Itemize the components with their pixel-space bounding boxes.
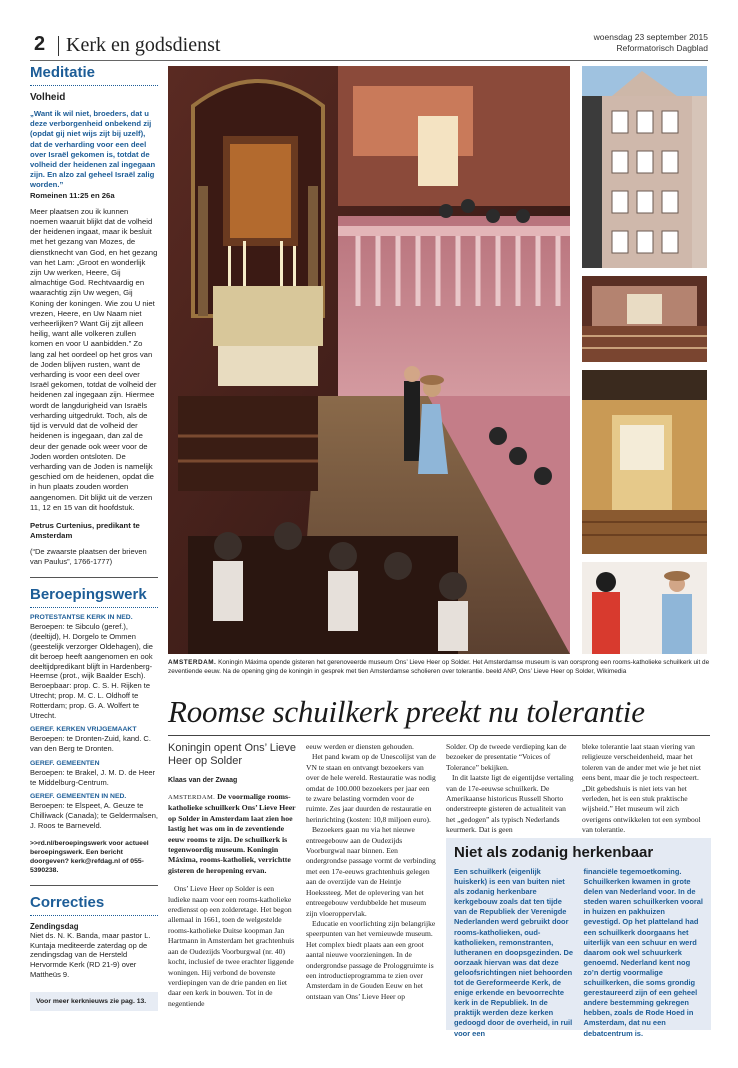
meditatie-author: Petrus Curtenius, predikant te Amsterdam bbox=[30, 520, 140, 541]
beroep-text: Beroepen: te Dronten-Zuid, kand. C. van den Berg te Dronten. bbox=[30, 734, 151, 754]
main-photo-church-interior bbox=[168, 66, 570, 654]
header-rule bbox=[30, 60, 708, 61]
rubric-divider bbox=[30, 85, 158, 86]
photo-church-overview bbox=[582, 276, 707, 362]
photo-queen-with-student bbox=[582, 562, 707, 654]
article-headline: Roomse schuilkerk preekt nu tolerantie bbox=[168, 694, 645, 729]
beroepingswerk-link[interactable]: >>rd.nl/beroepingswerk voor actueel beroepingswerk. Een bericht doorgeven? kerk@refdag.nl of 055-5390238. bbox=[30, 839, 149, 874]
photo-caption bbox=[168, 659, 710, 676]
beroep-group bbox=[30, 760, 158, 788]
meditatie-rubric: Meditatie bbox=[30, 64, 96, 81]
publication-date: woensdag 23 september 2015 bbox=[593, 32, 708, 42]
beroep-text: Beroepen: te Elspeet, A. Geuze te Chilliwack (Canada); te Geldermalsen, J. Roos te Barneveld. bbox=[30, 801, 158, 831]
correctie-heading: Zendingsdag bbox=[30, 921, 79, 931]
meditatie-source: (“De zwaarste plaatsen der brieven van Paulus”, 1766-1777) bbox=[30, 547, 147, 567]
article-paragraph: Solder. Op de tweede verdieping kan de bezoeker de presentatie “Voices of Tolerance” bekijken. bbox=[446, 742, 567, 772]
meditatie-text: Meer plaatsen zou ik kunnen noemen waaruit blijkt dat de volheid der heidenen ingaat, maar ik besluit met het gezang van Mozes, de dienstknecht van God, en het gezang van het Lam: „Groot en wonderlijk zijn Uw werken, Heere, Gij almachtige God. Rechtvaardig en waarachtig zijn Uw wegen, Gij Koning der koningen. Wie zou U niet vrezen, Heere, en Uw Naam niet verheerlijken? Want Gij zijt alleen heilig, want alle volkeren zullen komen en voor U aanbidden.” Zo lang zal het oordeel op het gros van de Joden blijven rusten, want de verharding is voor een deel over Israël gekomen, totdat de volheid der heidenen zal ingegaan zijn. Hiermee wordt de langdurigheid van Israëls verharding uitgedrukt. Toch, als de tijd is vervuld dat de volheid der heidenen is ingegaan, dan zal de deur der genade ook weer voor de Joden worden ontsloten. De verharding van de Joden is namelijk geschied om de heidenen, opdat die in hun plaats zouden worden aangenomen. Dit blijkt uit de verzen 11, 12 en 15 van dit hoofdstuk. bbox=[30, 206, 158, 512]
more-news-note: Voor meer kerknieuws zie pag. 13. bbox=[30, 992, 158, 1011]
beroep-heading: GEREF. GEMEENTEN bbox=[30, 759, 100, 767]
correctie-text: Niet ds. N. K. Banda, maar pastor L. Kuntaja mediteerde zaterdag op de zendingsdag van de Hersteld Hervormde Kerk (RD 21-9) over Mattheüs 9. bbox=[30, 930, 151, 980]
article-paragraph: In dit laatste ligt de eigentijdse vertaling van de 17e-eeuwse schuilkerk. De Amerikaanse historicus Russell Shorto onderstreepte gisteren de actualiteit van het „gedogen” als typisch Nederlands keurmerk. Dat is geen bbox=[446, 773, 574, 835]
photo-credit: beeld ANP, Ons’ Lieve Heer op Solder, Wikimedia bbox=[485, 667, 627, 675]
beroep-text: Beroepen: te Brakel, J. M. D. de Heer te Middelburg-Centrum. bbox=[30, 767, 156, 787]
page-number: 2 bbox=[34, 33, 46, 55]
article-paragraph: Educatie en voorlichting zijn belangrijke speerpunten van het vernieuwde museum. Het complex biedt plaats aan een groot aantal nieuwe voorzieningen. In de ondergrondse passage de Prologgruimte is een introductieprogramma te zien over Amsterdam in de Gouden Eeuw en het ontstaan van Ons’ Lieve Heer op bbox=[306, 918, 436, 1001]
caption-place: AMSTERDAM. bbox=[168, 659, 217, 666]
article-paragraph: bleke tolerantie laat staan viering van religieuze verscheidenheid, maar het toleren van de ander met wie je het niet eens bent, maar die je toch respecteert. „Dit gebedshuis is niet iets van het verleden, het is een stuk praktische wijsheid.” Het museum wil zich overigens ontwikkelen tot een symbool van tolerantie. bbox=[582, 742, 702, 835]
beroep-heading: GEREF. KERKEN VRIJGEMAAKT bbox=[30, 726, 137, 734]
article-column-4 bbox=[582, 742, 710, 836]
article-byline: Klaas van der Zwaag bbox=[168, 777, 238, 784]
meditatie-verse: „Want ik wil niet, broeders, dat u deze verborgenheid onbekend zij (opdat gij niet wijs zijt bij uzelf), dat de verharding voor een deel over Israël gekomen is, totdat de volheid der heidenen zal ingegaan zijn. En alzo zal geheel Israël zalig worden.” bbox=[30, 109, 156, 190]
section-title: Kerk en godsdienst bbox=[66, 34, 221, 56]
rubric-divider bbox=[30, 915, 158, 916]
info-box-text: Een schuilkerk (eigenlijk huiskerk) is een van buiten niet als zodanig herkenbare kerkgebouw zoals dat ten tijde van de Republiek der Verenigde Nederlanden werd gebruikt door rooms-katholieken, oud-katholieken, remonstranten, lutheranen en doopsgezinden. De oorzaak hiervan was dat deze geloofsrichtingen niet behoorden tot de Gereformeerde Kerk, de enige erkende en bevoorrechte kerk in de Republiek. In de praktijk werden deze kerken gedoogd door de overheid, in ruil voor een bbox=[454, 867, 574, 1038]
article-column-1 bbox=[168, 742, 298, 1009]
beroep-group bbox=[30, 726, 158, 754]
info-box-heading: Niet als zodanig herkenbaar bbox=[454, 844, 654, 861]
beroepingswerk-rubric: Beroepingswerk bbox=[30, 586, 147, 604]
article-paragraph: Bezoekers gaan nu via het nieuwe entreegebouw aan de Oudezijds Voorburgwal naar binnen. Een ondergrondse passage vormt de verbinding met een 17e-eeuws grachtenhuis gelegen aan de overzijde van de Heintje Hoekssteeg. Met de oplevering van het entreegebouw verdubbelde het museum zijn vloeroppervlak. bbox=[306, 825, 436, 918]
block-divider bbox=[30, 577, 158, 578]
article-lead bbox=[168, 792, 298, 876]
header-separator bbox=[58, 36, 59, 56]
article-paragraph: Ons’ Lieve Heer op Solder is een ludieke naam voor een rooms-katholieke erediensst op een zolderetage. Het begon allemaal in 1661, toen de welgestelde rooms-katholieke Duitse koopman Jan Hartmann in Amsterdam het grachtenhuis aan de Oudezijds Voorburgwal (nr. 40) kocht, inclusief de twee erachter liggende woningen. Hij verbond de bovenste verdiepingen van de drie panden en liet daar een kerk in bouwen. Tot in de negentiende bbox=[168, 884, 295, 1008]
article-paragraph: Het pand kwam op de Unescolijst van de VN te staan en ontvangt bezoekers van over de hele wereld. Restauratie was nodig omdat de 100.000 bezoekers per jaar een te zware belasting vormden voor de ruimte. Zes jaar duurden de restauratie en herinrichting (kosten: 10,8 miljoen euro). bbox=[306, 752, 436, 824]
article-paragraph: eeuw werden er diensten gehouden. bbox=[306, 742, 414, 751]
caption-text: Koningin Máxima opende gisteren het gerenoveerde museum Ons’ Lieve Heer op Solder. Het Amsterdamse museum is van oorsprong een rooms-katholieke schuilkerk uit de zeventiende eeuw. Na de opening ging de koningin in gesprek met tien Amsterdamse scholieren over tolerantie. bbox=[168, 659, 710, 675]
info-box-text: financiële tegemoetkoming. Schuilkerken kwamen in grote delen van Nederland voor. In de steden waren schuilkerken vooral in huizen en pakhuizen gevestigd. Op het platteland had een schuilkerk doorgaans het uiterlijk van een schuur en werd daarom ook wel schuurkerk genoemd. Nederland kent nog zo’n dertig voormalige schuilkerken, die soms grondig gerestaureerd zijn of een geheel andere bestemming gekregen hebben, zoals de Rode Hoed in Amsterdam, dat nu een debatcentrum is. bbox=[583, 867, 703, 1038]
beroep-text: Beroepen: te Sibculo (geref.), (deeltijd), H. Dorgelo te Ommen (geestelijk verzorger Oldehagen), die dit beroep heeft aangenomen en ook deeltijdpredikant blijft in Hardenberg-Heemse (prot., wijk Baalder Esch). Beroepbaar: prop. C. S. H. Rijken te Utrecht; prop. M. C. L. Oldhoff te Rotterdam; prop. G. A. Wolfert te Utrecht. bbox=[30, 622, 153, 720]
beroep-heading: PROTESTANTSE KERK IN NED. bbox=[30, 614, 133, 622]
rubric-divider bbox=[30, 607, 158, 608]
correcties-rubric: Correcties bbox=[30, 893, 105, 911]
beroep-group bbox=[30, 614, 158, 720]
photo-restored-room bbox=[582, 370, 707, 554]
beroep-heading: GEREF. GEMEENTEN IN NED. bbox=[30, 793, 127, 801]
block-divider bbox=[30, 885, 158, 886]
article-subheadline: Koningin opent Ons’ Lieve Heer op Solder bbox=[168, 742, 297, 767]
newspaper-name: Reformatorisch Dagblad bbox=[616, 43, 708, 53]
date-box bbox=[594, 32, 708, 54]
article-column-2 bbox=[306, 742, 436, 1002]
lead-text: De voormalige rooms-katholieke schuilkerk Ons’ Lieve Heer op Solder in Amsterdam laat zien hoe lastig het was om in de zeventiende eeuw rooms te zijn. De schuilkerk is tegenwoordig museum. Koningin Máxima, rooms-katholiek, verrichtte gisteren de heropening ervan. bbox=[168, 792, 296, 875]
info-box-columns bbox=[454, 867, 703, 1039]
left-column bbox=[30, 64, 158, 1011]
beroep-group bbox=[30, 793, 158, 830]
lead-place: AMSTERDAM. bbox=[168, 794, 216, 801]
photo-canal-house bbox=[582, 66, 707, 268]
headline-rule bbox=[168, 735, 710, 736]
meditatie-title: Volheid bbox=[30, 92, 66, 103]
article-column-3 bbox=[446, 742, 574, 836]
meditatie-verse-ref: Romeinen 11:25 en 26a bbox=[30, 190, 115, 200]
info-box bbox=[446, 838, 711, 1038]
